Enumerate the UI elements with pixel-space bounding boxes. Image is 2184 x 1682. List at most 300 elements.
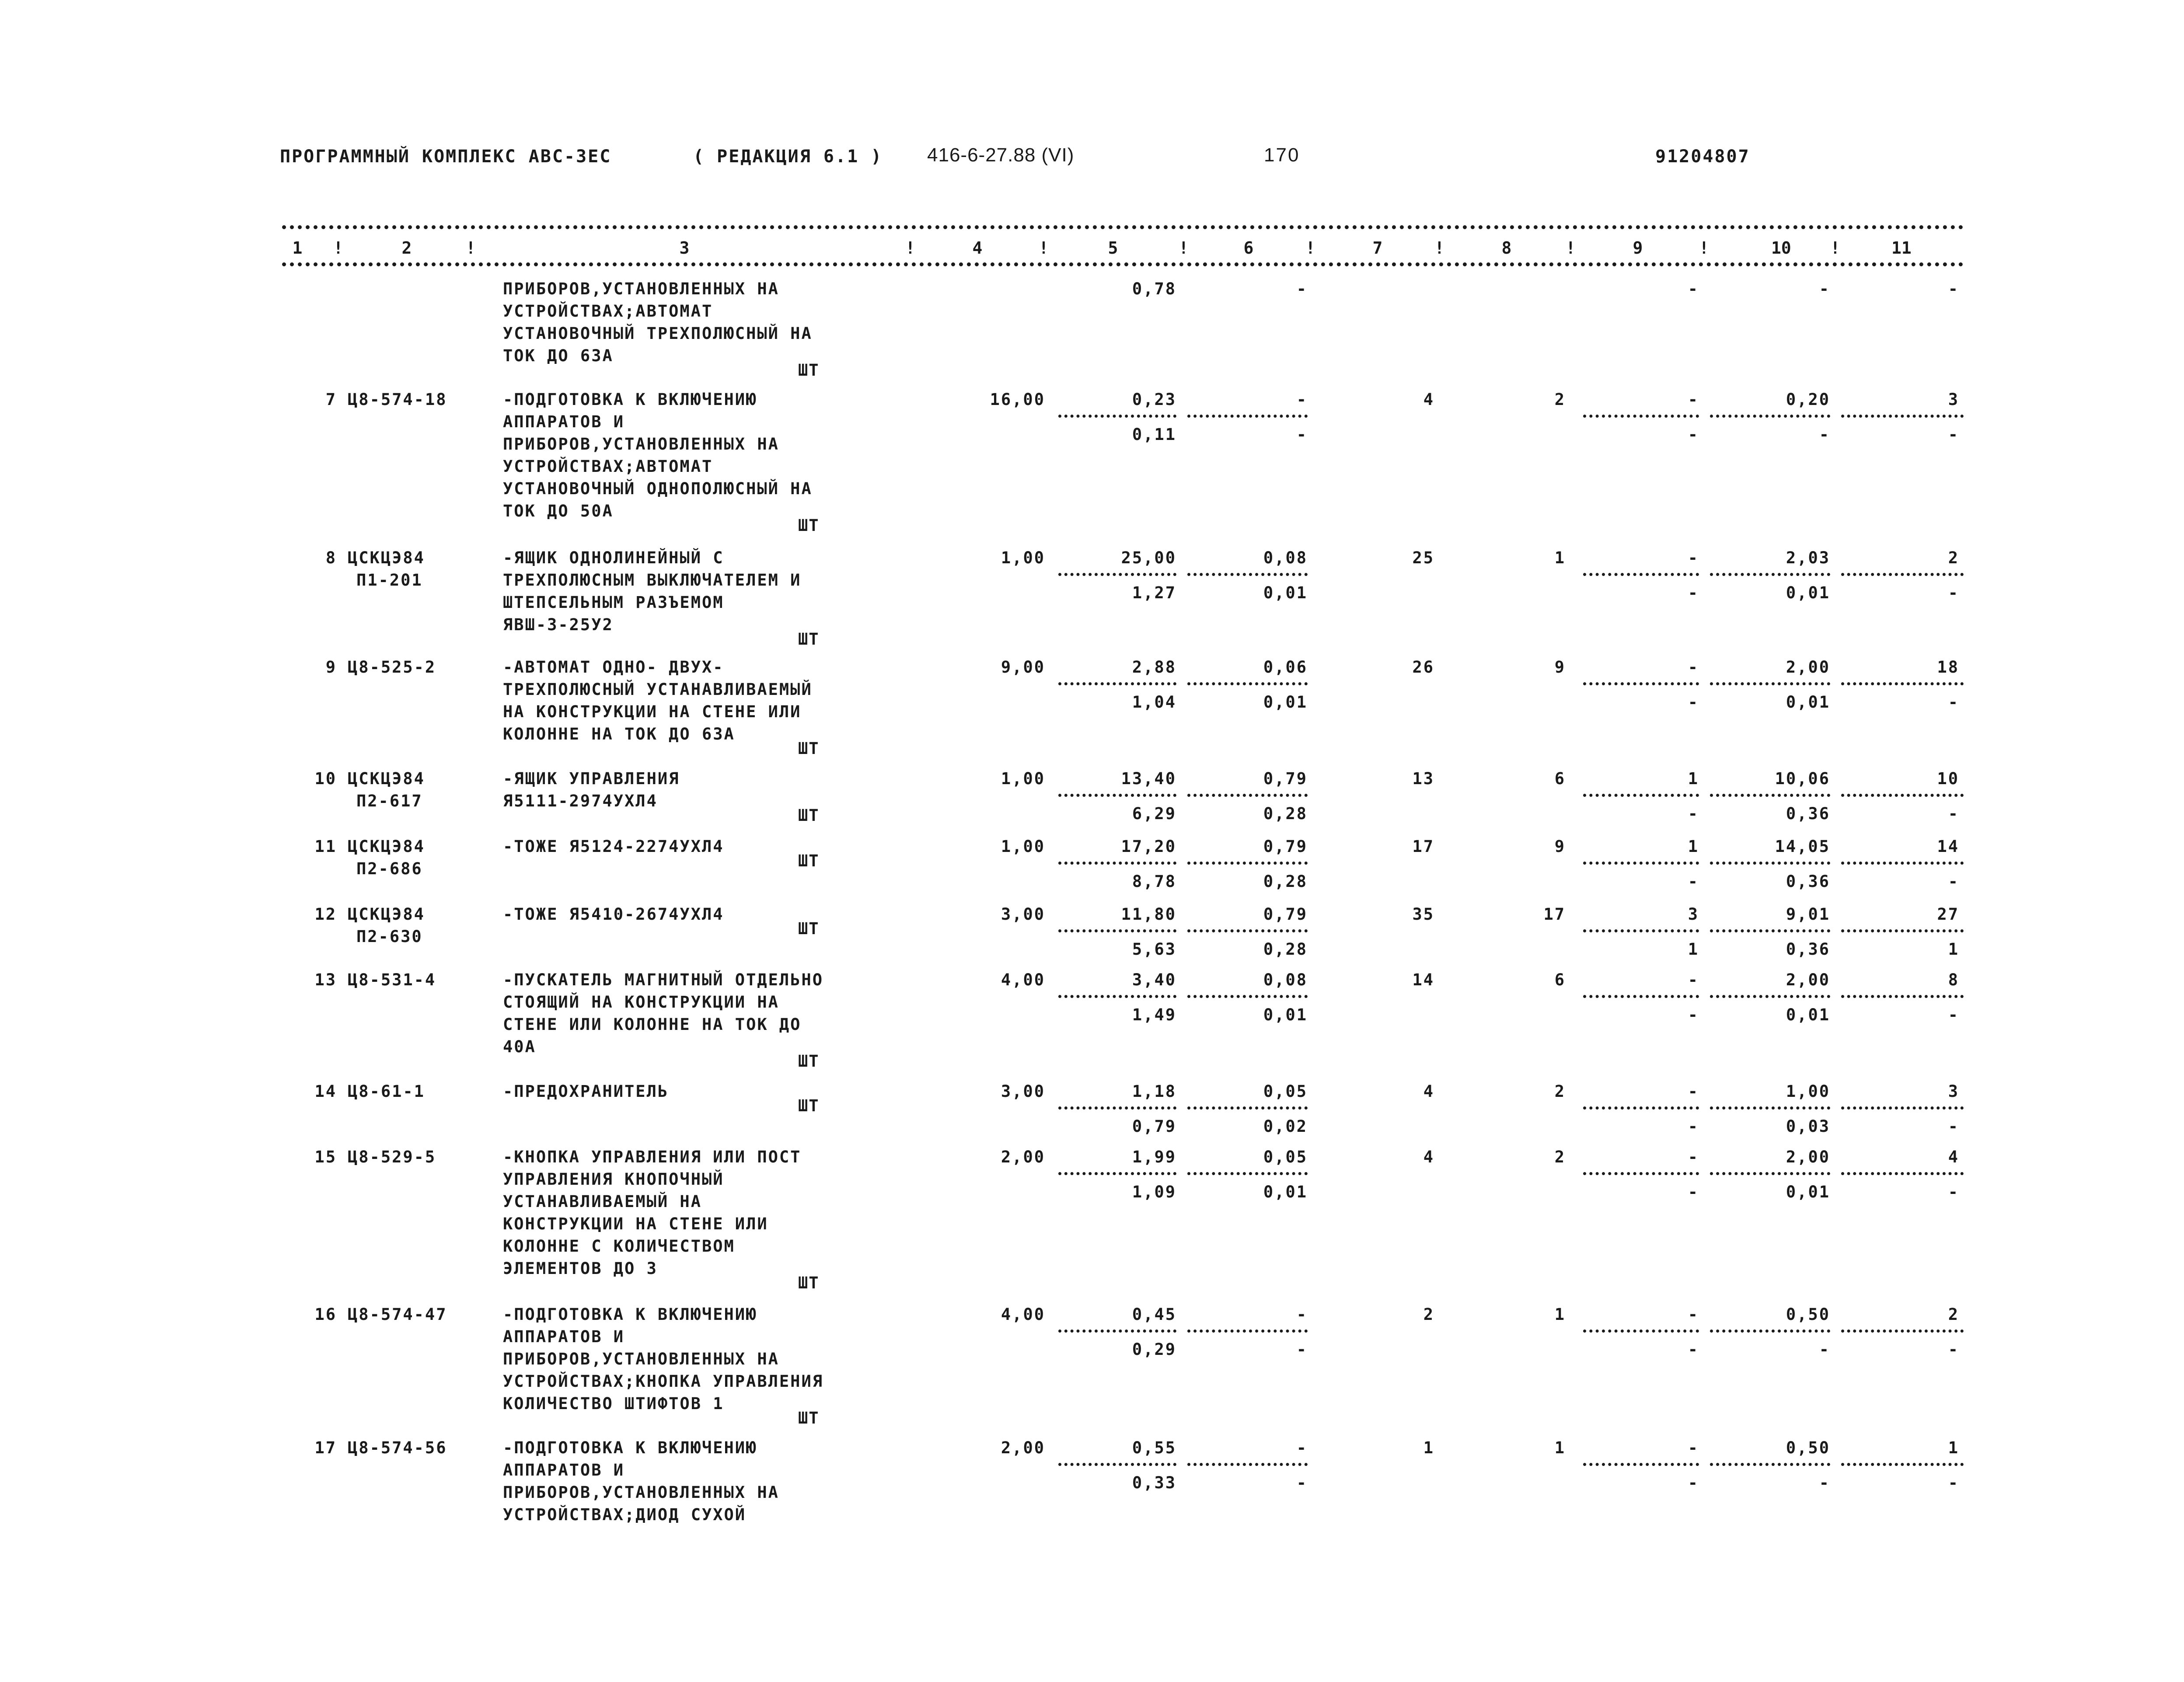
value-c5b: 1,09 [1132, 1183, 1176, 1201]
row-description: -ПУСКАТЕЛЬ МАГНИТНЫЙ ОТДЕЛЬНО [503, 970, 824, 989]
value-c5: 11,80 [1121, 905, 1176, 924]
value-c10: 2,00 [1786, 970, 1830, 989]
value-c6b: 0,01 [1263, 1005, 1308, 1024]
value-c11b: - [1948, 804, 1959, 823]
column-number: 6 [1243, 238, 1254, 258]
unit-label: ШТ [798, 739, 820, 758]
row-description: КОНСТРУКЦИИ НА СТЕНЕ ИЛИ [503, 1214, 768, 1233]
value-c7: 1 [1423, 1438, 1434, 1457]
row-number: 15 [314, 1148, 337, 1166]
value-c4: 2,00 [1001, 1148, 1045, 1166]
value-c10b: 0,36 [1786, 940, 1830, 959]
row-code: ЦСКЦЭ84 [348, 548, 425, 567]
value-divider [1058, 1463, 1176, 1466]
value-c9b: - [1688, 279, 1699, 298]
column-number: 2 [401, 238, 412, 258]
value-divider [1841, 995, 1964, 998]
unit-label: ШТ [798, 1409, 820, 1427]
column-number: 1 [292, 238, 303, 258]
unit-label: ШТ [798, 919, 820, 938]
value-divider [1710, 1106, 1830, 1110]
column-separator: ! [1830, 238, 1840, 258]
unit-label: ШТ [798, 806, 820, 825]
value-c11: 10 [1937, 769, 1959, 788]
value-c9: - [1688, 390, 1699, 409]
value-c7: 2 [1423, 1305, 1434, 1324]
value-divider [1583, 682, 1699, 685]
value-divider [1841, 1172, 1964, 1175]
value-c7: 14 [1412, 970, 1434, 989]
value-c11: 2 [1948, 548, 1959, 567]
value-c8: 9 [1554, 837, 1566, 856]
document-code: 91204807 [1655, 147, 1750, 167]
value-c9b: - [1688, 693, 1699, 712]
row-code: ЦСКЦЭ84 [348, 905, 425, 924]
row-description: АППАРАТОВ И [503, 412, 625, 431]
row-description: КОЛИЧЕСТВО ШТИФТОВ 1 [503, 1394, 724, 1413]
value-c8: 6 [1554, 769, 1566, 788]
value-c10: 0,50 [1786, 1438, 1830, 1457]
row-description: -АВТОМАТ ОДНО- ДВУХ- [503, 658, 724, 677]
value-c5: 13,40 [1121, 769, 1176, 788]
value-c6: - [1296, 1305, 1308, 1324]
row-description: НА КОНСТРУКЦИИ НА СТЕНЕ ИЛИ [503, 702, 802, 721]
row-number: 8 [325, 548, 337, 567]
table-top-rule [282, 225, 1964, 229]
row-description: -ТОЖЕ Я5124-2274УХЛ4 [503, 837, 724, 856]
value-divider [1187, 995, 1308, 998]
row-description: -ПОДГОТОВКА К ВКЛЮЧЕНИЮ [503, 390, 757, 409]
row-code: Ц8-531-4 [348, 970, 436, 989]
page-number: 170 [1264, 144, 1300, 166]
value-c9: - [1688, 1082, 1699, 1101]
row-description: ЭЛЕМЕНТОВ ДО 3 [503, 1259, 658, 1278]
column-number: 9 [1633, 238, 1643, 258]
row-description: ШТЕПСЕЛЬНЫМ РАЗЪЕМОМ [503, 593, 724, 612]
value-c9: - [1688, 548, 1699, 567]
value-divider [1058, 682, 1176, 685]
value-c10: 2,00 [1786, 658, 1830, 677]
value-c10b: - [1819, 425, 1830, 444]
value-c8: 1 [1554, 1305, 1566, 1324]
row-code: Ц8-529-5 [348, 1148, 436, 1166]
value-divider [1841, 415, 1964, 418]
value-c6: 0,06 [1263, 658, 1308, 677]
edition-label: ( РЕДАКЦИЯ 6.1 ) [693, 147, 883, 167]
value-divider [1187, 1330, 1308, 1333]
value-c7: 13 [1412, 769, 1434, 788]
row-code: ЦСКЦЭ84 [348, 837, 425, 856]
row-number: 16 [314, 1305, 337, 1324]
value-c11: 8 [1948, 970, 1959, 989]
value-divider [1841, 1106, 1964, 1110]
value-c5b: 0,78 [1132, 279, 1176, 298]
value-divider [1841, 1463, 1964, 1466]
value-c5: 2,88 [1132, 658, 1176, 677]
column-number: 11 [1891, 238, 1912, 258]
value-c6b: - [1296, 1340, 1308, 1359]
value-c5b: 5,63 [1132, 940, 1176, 959]
value-c6b: 0,28 [1263, 940, 1308, 959]
project-code: 416-6-27.88 (VI) [927, 144, 1075, 166]
value-c10b: - [1819, 1340, 1830, 1359]
value-c11: 3 [1948, 390, 1959, 409]
value-divider [1187, 682, 1308, 685]
value-divider [1841, 794, 1964, 797]
row-code: П2-617 [356, 792, 423, 810]
column-number: 8 [1501, 238, 1512, 258]
column-separator: ! [1179, 238, 1189, 258]
value-c5b: 1,49 [1132, 1005, 1176, 1024]
value-divider [1710, 415, 1830, 418]
row-code: Ц8-525-2 [348, 658, 436, 677]
value-c8: 9 [1554, 658, 1566, 677]
value-c9: - [1688, 1305, 1699, 1324]
value-divider [1583, 794, 1699, 797]
value-c9b: - [1688, 1340, 1699, 1359]
value-c9b: - [1688, 872, 1699, 891]
value-c10: 2,03 [1786, 548, 1830, 567]
value-c11b: 1 [1948, 940, 1959, 959]
row-description: -ПОДГОТОВКА К ВКЛЮЧЕНИЮ [503, 1438, 757, 1457]
value-c7: 4 [1423, 1082, 1434, 1101]
value-divider [1058, 995, 1176, 998]
value-divider [1710, 862, 1830, 865]
value-c5b: 1,04 [1132, 693, 1176, 712]
value-divider [1841, 573, 1964, 576]
value-c5: 0,23 [1132, 390, 1176, 409]
row-description: УСТРОЙСТВАХ;ДИОД СУХОЙ [503, 1505, 747, 1524]
row-description: -ПОДГОТОВКА К ВКЛЮЧЕНИЮ [503, 1305, 757, 1324]
value-c11: 14 [1937, 837, 1959, 856]
value-divider [1583, 862, 1699, 865]
value-divider [1583, 1106, 1699, 1110]
row-number: 17 [314, 1438, 337, 1457]
value-divider [1710, 929, 1830, 932]
value-divider [1583, 995, 1699, 998]
value-c6: 0,79 [1263, 905, 1308, 924]
value-c7: 17 [1412, 837, 1434, 856]
value-c11b: - [1948, 1005, 1959, 1024]
value-divider [1058, 929, 1176, 932]
value-c5b: 0,79 [1132, 1117, 1176, 1136]
value-c10b: 0,01 [1786, 693, 1830, 712]
row-number: 9 [325, 658, 337, 677]
value-c6b: - [1296, 425, 1308, 444]
value-divider [1058, 573, 1176, 576]
column-separator: ! [905, 238, 915, 258]
value-c10: 14,05 [1775, 837, 1830, 856]
value-divider [1841, 682, 1964, 685]
row-code: Ц8-574-56 [348, 1438, 447, 1457]
row-description: ПРИБОРОВ,УСТАНОВЛЕННЫХ НА [503, 1350, 779, 1368]
value-c4: 4,00 [1001, 1305, 1045, 1324]
value-c9b: - [1688, 1117, 1699, 1136]
value-c11b: - [1948, 425, 1959, 444]
value-c5b: 8,78 [1132, 872, 1176, 891]
value-c8: 6 [1554, 970, 1566, 989]
row-description: ТРЕХПОЛЮСНЫМ ВЫКЛЮЧАТЕЛЕМ И [503, 571, 802, 590]
column-number: 5 [1108, 238, 1118, 258]
column-separator: ! [1305, 238, 1315, 258]
value-c11b: - [1948, 1183, 1959, 1201]
value-c9: - [1688, 1148, 1699, 1166]
value-c6b: 0,01 [1263, 693, 1308, 712]
row-description: Я5111-2974УХЛ4 [503, 792, 658, 810]
value-c10b: - [1819, 279, 1830, 298]
value-c6: 0,08 [1263, 970, 1308, 989]
row-description: ПРИБОРОВ,УСТАНОВЛЕННЫХ НА [503, 1483, 779, 1502]
value-divider [1583, 929, 1699, 932]
column-separator: ! [1434, 238, 1444, 258]
row-code: ЦСКЦЭ84 [348, 769, 425, 788]
value-divider [1583, 1330, 1699, 1333]
value-divider [1187, 1106, 1308, 1110]
row-description: ТОК ДО 50А [503, 502, 614, 520]
value-divider [1058, 1330, 1176, 1333]
value-c9: - [1688, 658, 1699, 677]
row-number: 10 [314, 769, 337, 788]
value-c11b: - [1948, 583, 1959, 602]
value-c5b: 0,11 [1132, 425, 1176, 444]
value-c8: 1 [1554, 548, 1566, 567]
row-description: -ПРЕДОХРАНИТЕЛЬ [503, 1082, 669, 1101]
value-c9b: - [1688, 425, 1699, 444]
row-description: 40А [503, 1037, 536, 1056]
value-divider [1058, 794, 1176, 797]
value-divider [1187, 862, 1308, 865]
row-number: 7 [325, 390, 337, 409]
value-c10b: 0,01 [1786, 1005, 1830, 1024]
column-number: 3 [679, 238, 690, 258]
value-divider [1841, 862, 1964, 865]
value-c7: 35 [1412, 905, 1434, 924]
row-description: -ЯЩИК ОДНОЛИНЕЙНЫЙ С [503, 548, 724, 567]
value-c10: 10,06 [1775, 769, 1830, 788]
value-c11: 1 [1948, 1438, 1959, 1457]
value-divider [1710, 1463, 1830, 1466]
value-c9b: - [1688, 1183, 1699, 1201]
value-divider [1583, 415, 1699, 418]
value-c9b: 1 [1688, 940, 1699, 959]
row-description: КОЛОННЕ НА ТОК ДО 63А [503, 725, 735, 743]
row-code: П1-201 [356, 571, 423, 590]
value-c10: 2,00 [1786, 1148, 1830, 1166]
row-description: УПРАВЛЕНИЯ КНОПОЧНЫЙ [503, 1170, 724, 1189]
row-description: УСТРОЙСТВАХ;КНОПКА УПРАВЛЕНИЯ [503, 1372, 824, 1391]
column-number: 10 [1771, 238, 1791, 258]
column-separator: ! [1566, 238, 1576, 258]
value-divider [1058, 1106, 1176, 1110]
value-c10b: 0,36 [1786, 872, 1830, 891]
value-divider [1058, 415, 1176, 418]
column-separator: ! [1699, 238, 1709, 258]
value-c9b: - [1688, 1473, 1699, 1492]
unit-label: ШТ [798, 1052, 820, 1071]
value-c11: 2 [1948, 1305, 1959, 1324]
value-c8: 1 [1554, 1438, 1566, 1457]
value-c4: 1,00 [1001, 548, 1045, 567]
value-c5b: 0,29 [1132, 1340, 1176, 1359]
value-c4: 3,00 [1001, 1082, 1045, 1101]
row-description: АППАРАТОВ И [503, 1327, 625, 1346]
value-c6b: 0,28 [1263, 804, 1308, 823]
value-c5: 3,40 [1132, 970, 1176, 989]
value-divider [1710, 794, 1830, 797]
value-divider [1187, 794, 1308, 797]
value-c7: 25 [1412, 548, 1434, 567]
value-c4: 4,00 [1001, 970, 1045, 989]
value-c11b: - [1948, 693, 1959, 712]
row-code: Ц8-61-1 [348, 1082, 425, 1101]
value-divider [1841, 929, 1964, 932]
value-c11b: - [1948, 872, 1959, 891]
value-divider [1187, 573, 1308, 576]
row-number: 12 [314, 905, 337, 924]
value-c7: 4 [1423, 390, 1434, 409]
value-c6: - [1296, 1438, 1308, 1457]
row-description: ТОК ДО 63А [503, 346, 614, 365]
row-description: УСТАНАВЛИВАЕМЫЙ НА [503, 1192, 702, 1211]
unit-label: ШТ [798, 361, 820, 380]
row-number: 11 [314, 837, 337, 856]
value-c8: 2 [1554, 1148, 1566, 1166]
value-divider [1187, 1172, 1308, 1175]
value-divider [1187, 1463, 1308, 1466]
value-c6b: 0,01 [1263, 583, 1308, 602]
value-c4: 1,00 [1001, 837, 1045, 856]
value-c11: 18 [1937, 658, 1959, 677]
value-divider [1583, 573, 1699, 576]
value-c9b: - [1688, 1005, 1699, 1024]
value-c11b: - [1948, 1473, 1959, 1492]
value-c8: 17 [1543, 905, 1566, 924]
value-c9: 3 [1688, 905, 1699, 924]
value-c5b: 1,27 [1132, 583, 1176, 602]
value-divider [1583, 1463, 1699, 1466]
value-c10: 9,01 [1786, 905, 1830, 924]
row-description: УСТАНОВОЧНЫЙ ТРЕХПОЛЮСНЫЙ НА [503, 324, 813, 343]
row-description: ЯВШ-3-25У2 [503, 615, 614, 634]
value-c6: - [1296, 390, 1308, 409]
value-c6: 0,05 [1263, 1082, 1308, 1101]
value-c6: 0,08 [1263, 548, 1308, 567]
value-c10: 0,20 [1786, 390, 1830, 409]
value-c6: 0,79 [1263, 837, 1308, 856]
value-divider [1058, 862, 1176, 865]
row-description: ПРИБОРОВ,УСТАНОВЛЕННЫХ НА [503, 279, 779, 298]
value-divider [1187, 415, 1308, 418]
value-c11: 4 [1948, 1148, 1959, 1166]
value-c5: 0,45 [1132, 1305, 1176, 1324]
value-c11b: - [1948, 1117, 1959, 1136]
value-c10b: 0,01 [1786, 583, 1830, 602]
row-description: -ЯЩИК УПРАВЛЕНИЯ [503, 769, 680, 788]
value-c7: 26 [1412, 658, 1434, 677]
row-description: УСТРОЙСТВАХ;АВТОМАТ [503, 302, 713, 321]
value-c11: 3 [1948, 1082, 1959, 1101]
value-c9: - [1688, 970, 1699, 989]
table-header-rule [282, 262, 1964, 266]
value-c4: 1,00 [1001, 769, 1045, 788]
value-divider [1710, 1172, 1830, 1175]
value-c10b: - [1819, 1473, 1830, 1492]
row-code: П2-686 [356, 859, 423, 878]
unit-label: ШТ [798, 630, 820, 649]
row-description: АППАРАТОВ И [503, 1461, 625, 1480]
value-c7: 4 [1423, 1148, 1434, 1166]
value-c8: 2 [1554, 1082, 1566, 1101]
value-c5: 0,55 [1132, 1438, 1176, 1457]
row-code: Ц8-574-18 [348, 390, 447, 409]
value-divider [1583, 1172, 1699, 1175]
value-divider [1841, 1330, 1964, 1333]
unit-label: ШТ [798, 1274, 820, 1292]
value-c10b: 0,01 [1786, 1183, 1830, 1201]
value-c6: 0,79 [1263, 769, 1308, 788]
row-description: -ТОЖЕ Я5410-2674УХЛ4 [503, 905, 724, 924]
row-description: ПРИБОРОВ,УСТАНОВЛЕННЫХ НА [503, 435, 779, 454]
value-c9: 1 [1688, 837, 1699, 856]
value-c10b: 0,36 [1786, 804, 1830, 823]
value-c10: 0,50 [1786, 1305, 1830, 1324]
program-title: ПРОГРАММНЫЙ КОМПЛЕКС АВС-ЗЕС [280, 147, 612, 167]
row-description: СТОЯЩИЙ НА КОНСТРУКЦИИ НА [503, 993, 779, 1012]
row-number: 14 [314, 1082, 337, 1101]
unit-label: ШТ [798, 1096, 820, 1115]
value-c9b: - [1688, 804, 1699, 823]
value-c4: 2,00 [1001, 1438, 1045, 1457]
value-c6: 0,05 [1263, 1148, 1308, 1166]
row-description: -КНОПКА УПРАВЛЕНИЯ ИЛИ ПОСТ [503, 1148, 802, 1166]
value-divider [1187, 929, 1308, 932]
value-c5b: 6,29 [1132, 804, 1176, 823]
value-c4: 9,00 [1001, 658, 1045, 677]
column-separator: ! [466, 238, 476, 258]
value-c11b: - [1948, 279, 1959, 298]
value-c8: 2 [1554, 390, 1566, 409]
value-c10b: 0,03 [1786, 1117, 1830, 1136]
value-c11: 27 [1937, 905, 1959, 924]
value-divider [1710, 573, 1830, 576]
value-c4: 3,00 [1001, 905, 1045, 924]
row-code: П2-630 [356, 927, 423, 946]
row-number: 13 [314, 970, 337, 989]
row-description: УСТРОЙСТВАХ;АВТОМАТ [503, 457, 713, 476]
column-number: 7 [1372, 238, 1383, 258]
value-c11b: - [1948, 1340, 1959, 1359]
column-separator: ! [1039, 238, 1049, 258]
column-number: 4 [972, 238, 983, 258]
value-c6b: 0,01 [1263, 1183, 1308, 1201]
row-description: СТЕНЕ ИЛИ КОЛОННЕ НА ТОК ДО [503, 1015, 802, 1034]
value-c6b: 0,02 [1263, 1117, 1308, 1136]
value-c6b: - [1296, 1473, 1308, 1492]
unit-label: ШТ [798, 851, 820, 870]
value-c5: 1,18 [1132, 1082, 1176, 1101]
value-c5: 1,99 [1132, 1148, 1176, 1166]
value-c6b: - [1296, 279, 1308, 298]
value-c5b: 0,33 [1132, 1473, 1176, 1492]
value-c5: 17,20 [1121, 837, 1176, 856]
row-description: КОЛОННЕ С КОЛИЧЕСТВОМ [503, 1237, 735, 1256]
value-c6b: 0,28 [1263, 872, 1308, 891]
value-c9b: - [1688, 583, 1699, 602]
value-c5: 25,00 [1121, 548, 1176, 567]
value-c4: 16,00 [990, 390, 1045, 409]
unit-label: ШТ [798, 516, 820, 535]
value-divider [1058, 1172, 1176, 1175]
